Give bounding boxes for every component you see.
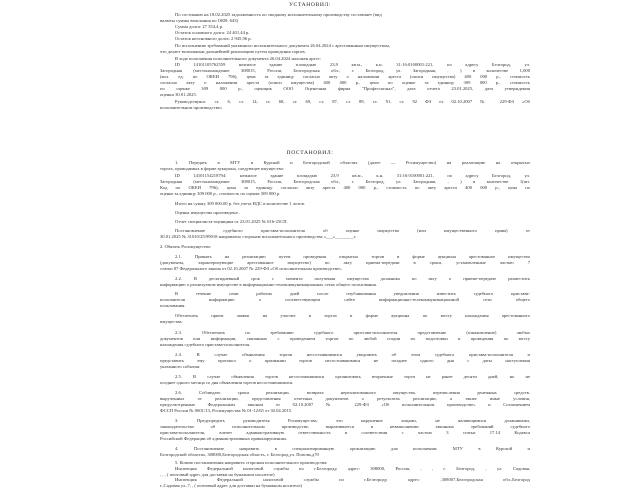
text-line: оценке за единицу 309 000 р., стоимость по оценке 309 000 р. <box>160 191 281 196</box>
text-line: 30.01.2025 № 31010/25/99018 направлено сторонам исполнительного производства «___»________г. <box>160 234 357 239</box>
text-line: Руководствуясь: ст. 6, ст. 14, ст. 68, ст. 69, ст. 87, ст. 89, ст. 91, ст. 92 ФЗ от 02.10.2007 № 229-ФЗ «Об <box>175 99 530 104</box>
text-line: В ходе исполнения исполнительного документа 26.04.2024 наложен арест: <box>175 56 322 61</box>
text-line: позднее одного месяца со дня объявления торгов несостоявшимися. <box>160 380 294 385</box>
text-line: Остаток неосновного долга: 2 945,96 р. <box>175 36 252 41</box>
text-line: исполнителя информацию о соответствующем сайте информационно-телекоммуникационной сети общего <box>160 297 530 302</box>
text-line: ID 14101154218794: нежилое здание площадью 23,9 кв.м., к.н. 31:16:0100001:221, по адресу Белгород, ул. <box>175 173 530 178</box>
heading-ustanovil: УСТАНОВИЛ: <box>288 2 332 8</box>
text-line: 2.3. Обеспечить по требованию судебного пристава-исполнителя представление (ознакомление) любых <box>175 330 530 335</box>
text-line: ID 14101105762559 нежилое здание площадью 23,9 кв.м., к.н. 31:16:0100001:221, по адресу Белгород, ул. <box>175 62 530 67</box>
text-line: Обеспечить прием заявок на участие в торгах в форме аукциона по месту нахождения арестованного <box>175 313 530 318</box>
text-line: По состоянию на 18.02.2025 задолженность по сводному исполнительному производству составляет (вид <box>175 12 382 17</box>
text-line: представить ему протокол о признании торгов несостоявшимися не позднее одного дня с даты наступления <box>160 358 530 363</box>
text-line: документов или информации, связанных с проведением торгов по любой стадии их подготовки и проведения по месту <box>160 336 530 341</box>
text-line: что делает возможным дальнейшей реализацию путем проведения торгов. <box>160 49 306 54</box>
text-line: согласно акту о наложении ареста (описи имущества) 400 000 р., цена по оценке за единицу 309 000 р., стоимость <box>160 80 530 85</box>
text-line: Остаток основного долга: 24 401,44 р. <box>175 30 250 35</box>
text-line: оценки 30.01.2025. <box>160 92 197 97</box>
text-line: информацию о реализуемом имуществе в информационно-телекоммуникационных сетях общего пользования. <box>160 282 378 287</box>
text-line: законодательства об исполнительном производстве, выразившееся в невыполнении законных требований судебного <box>160 424 530 429</box>
text-line: 2. Обязать Росимущество: <box>160 244 212 249</box>
text-line: 4. Постановление направить в специализированную организацию для исполнения: МТУ в Курской и <box>175 446 530 451</box>
text-line: Российской Федерации об административных правонарушениях. <box>160 436 288 441</box>
text-line: Итого на сумму 309 000,00 р. без учета НДС в количестве 1 лотов. <box>175 201 305 206</box>
text-line: валюты суммы взыскания по ОКВ: 643) <box>160 18 239 23</box>
text-line: пользования. <box>160 303 186 308</box>
text-line: Сумма долга: 27 354,4 р. <box>175 24 224 29</box>
text-line: 2.2. В десятидневный срок с момента получения имущества должника по акту о приеме-передаче разместить <box>175 276 530 281</box>
text-line: (кол. ед. по ОКЕИ 796), цена за единицу согласно акту о наложении ареста (описи имущества) 400 000 р., стоимость <box>160 74 530 79</box>
heading-postanovil: ПОСТАНОВИЛ: <box>286 150 334 156</box>
text-line: нахождения судебного пристава-исполнителя. <box>160 342 251 347</box>
text-line: указанного события. <box>160 364 201 369</box>
text-line: пристава-исполнителя, влечет административную ответственность в соответствии с частью 3 статьи 17.14 Кодекса <box>160 430 530 435</box>
text-line: 2.4. В случае объявления торгов несостоявшимися уведомить об этом судебного пристава-исполнителя и <box>175 352 530 357</box>
text-line: Инспекция Федеральной налоговой службы по г.Белгороду, адрес: 308000, Россия, , , г. Белгород, , ул. Садовая, <box>175 466 530 471</box>
text-line: 2.1. Принять на реализацию путем проведения открытых торгов в форме аукциона арестованное имущество <box>175 254 530 259</box>
text-line: Белгородской областях, 308000,Белгородская область, г. Белгород,ул. Попова,д70 <box>160 452 319 457</box>
text-line: вырученных от реализации, представления отчетных документов о результатах реализации, а также иные условия, <box>160 396 530 401</box>
text-line: Оценка имущества произведена . <box>175 210 240 215</box>
text-line: Постановление судебного пристава-исполнителя об оценке имущества (или имущественного права) от <box>175 228 530 233</box>
text-line: По исполнению требований указанного исполнительного документа 26.04.2024 с арестованным имуществом, <box>175 43 391 48</box>
text-line: ФССП России № 0001/13, Росимущества № 01-12/65 от 30.04.2015. <box>160 408 293 413</box>
text-line: торгах, проводимых в форме аукциона, следующее имущество: <box>160 166 285 171</box>
text-line: статьи 87 Федерального закона от 02.10.2007 № 229-ФЗ «Об исполнительном производстве». <box>160 266 343 271</box>
text-line: Загородняя (местонахождение 308015, Россия, Белгородская обл., г. Белгород, ул. Загородняя, , ) в количестве 1,000 <box>160 68 530 73</box>
text-line: имущества. <box>160 319 183 324</box>
text-line: предусмотренные Федеральным законом от 02.10.2007 № 229-ФЗ «Об исполнительном производстве» и Соглашением <box>160 402 530 407</box>
text-line: 1. Передать в МТУ в Курской и Белгородской областях (далее — Росимущество) на реализацию на открытых <box>175 160 530 165</box>
text-line: Код по ОКЕИ 796), цена за единицу согласно акту ареста 400 000 р., стоимость по акту ареста 400 000 р., цена по <box>160 185 530 190</box>
text-line: Отчет специалиста-оценщика от 23.01.2025 № 016-25СП. <box>175 219 288 224</box>
text-line: 2.5. В случае объявления торгов несостоявшимися организовать вторичные торги не ранее десяти дней, но не <box>175 374 530 379</box>
text-line: 3. Предупредить руководителя Росимущества, что нарушение лицами, не являющимися должниками, <box>175 418 530 423</box>
text-line: Загородняя (местонахождение 308015, Россия, Белгородская обл., г. Белгород, ул. Загородняя, , ) в количестве 1(шт. <box>160 179 530 184</box>
text-line: В течение семи рабочих дней после опубликования уведомления известить судебного пристава- <box>175 291 530 296</box>
text-line: г.,Садовая ул.,7, , ( почтовый адрес для доставки на бумажном носителе) <box>160 483 303 488</box>
text-line: исполнительном производстве» <box>160 105 223 110</box>
text-line: 5. Копию постановления направить сторонам исполнительного производства: <box>175 460 328 465</box>
text-line: 2.6. Соблюдать сроки реализации, возврата нереализованного имущества, перечисления денежных средств, <box>175 390 530 395</box>
text-line: (документы, характеризующие арестованное имущество) по акту приема-передачи в сроки, установленные частью 7 <box>160 260 530 265</box>
text-line: Инспекция Федеральной налоговой службы по г.Белгороду, адрес: ,308007,Белгородская обл.,Белгород <box>175 477 530 482</box>
text-line: , , , ( почтовый адрес для доставки на бумажном носителе) <box>160 472 275 477</box>
text-line: по оценке 309 000 р., оценщик ООО Оценочная фирма "Профессионал", дата отчета 23.01.2025, дата утверждения <box>160 86 530 91</box>
